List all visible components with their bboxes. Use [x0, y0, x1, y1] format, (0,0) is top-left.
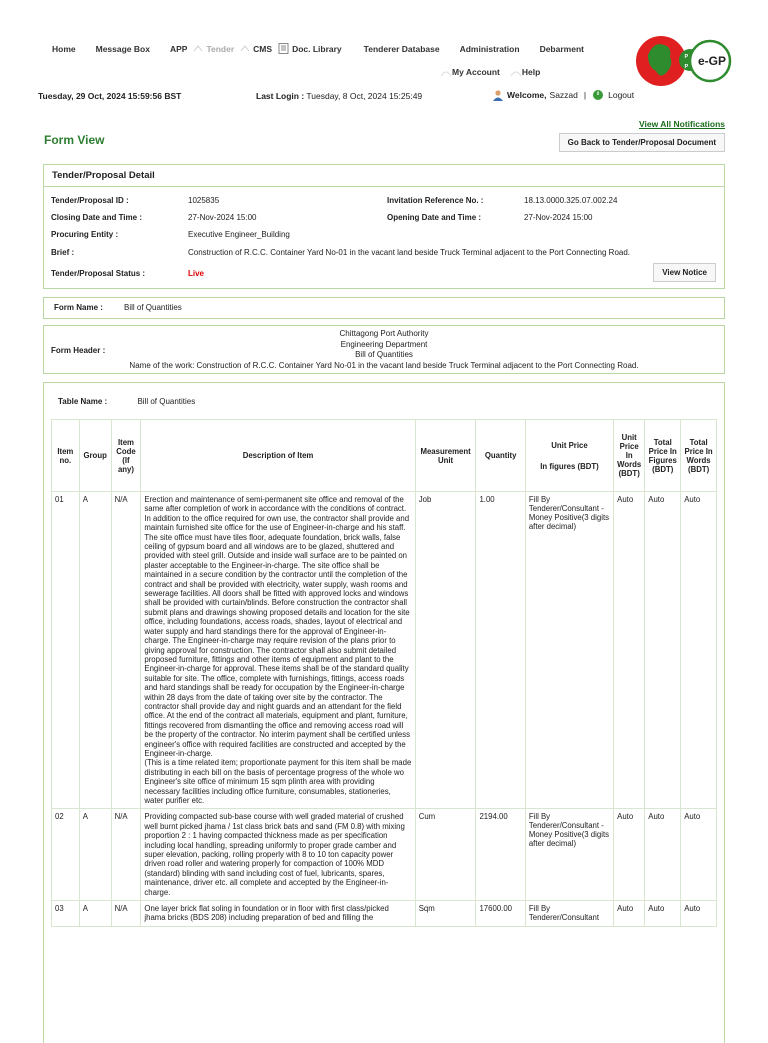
nav-cms[interactable]: [240, 44, 272, 54]
table-row: [52, 492, 717, 809]
user-name: Sazzad: [549, 90, 578, 100]
cell-unit: Cum: [415, 809, 476, 901]
form-header-label: Form Header :: [51, 346, 106, 355]
last-login-label: Last Login :: [256, 91, 305, 101]
tender-icon: [193, 44, 203, 53]
nav-app-label: APP: [169, 43, 188, 54]
cell-total-words: Auto: [681, 809, 717, 901]
table-name: [58, 397, 195, 406]
svg-text:P: P: [684, 54, 689, 60]
invitation-ref-value: 18.13.0000.325.07.002.24: [524, 196, 618, 205]
logout-label: Logout: [608, 90, 635, 100]
cell-unit-price-input[interactable]: Fill By Tenderer/Consultant - Money Positive(3 digits after decimal): [525, 492, 613, 809]
nav-tender[interactable]: [193, 44, 234, 54]
col-item-no: Item no.: [52, 420, 80, 492]
cell-item-no: 03: [52, 901, 80, 927]
cell-total-figures: Auto: [645, 901, 681, 927]
cell-description: [141, 492, 415, 809]
cell-item-code: N/A: [111, 901, 141, 927]
main-nav: [52, 43, 604, 54]
tender-detail-panel: [43, 164, 725, 289]
description-note: (This is a time related item; proportionate payment for this item shall be made distributing in each bill on the basis of percentage progress of the whole wo Engineer's site office of minimum 15 sqm plinth area with providing necessary facilities including office furniture, consumables, stationeries, water purifier etc.: [144, 758, 412, 805]
boq-panel: [43, 382, 725, 1043]
nav-tender-label: Tender: [206, 43, 235, 54]
description-text: Erection and maintenance of semi-permanent site office and removal of the same after completion of work in accordance with the conditions of contract. In addition to the office required for own use, the contractor shall provide and maintain furnished site office for the use of Engineer-in-charge and his staff. The site office must have tiles floor, adequate foundation, brick walls, false ceiling of gypsum board and all windows are to be glazed, shuttered and provided with steel grill. Outside and inside wall surface are to be painted on plaster acceptable to the Engineer-in-charge. The site office shall be maintained in a secure condition by the contractor until the completion of the contract and shall be provided with electricity, water supply, wash rooms and sewerage facilities. All doors shall be fitted with approved locks and windows shall be provided with curtain/blinds. Before construction the contractor shall submit plans and drawings showing proposed details and location for the site office, including foundations, access roads, shades, layout of electrical and water supply and hard standings there for the approval of Engineer-in-charge. The Engineer-in-charge may require revision of the plans prior to giving approval for construction. The contractor shall also submit detailed proposed furniture, fittings and other items of equipment and plant to the Engineer-in-charge for approval. These items shall be of the standard quality suitable for site. The office, complete with furnishings, fittings, access roads and hard standings shall be ready for occupation by the Engineer-in-charge within 28 days from the date of taking over site by the contractor. The contractor shall provide day and night guards and an attendant for the field office. At the end of the contract all materials, equipment and plant, furniture, fittings recovered from dismantling the office and removing access road will be the property of the contractor. No interim payment shall be certified unless engineer's office with required facilities are constructed and accepted by the Engineer-in-charge.: [144, 495, 411, 758]
last-login: [256, 91, 422, 101]
egp-logo: [634, 33, 734, 91]
go-back-button[interactable]: Go Back to Tender/Proposal Document: [559, 133, 725, 152]
status-badge: Live: [188, 269, 205, 278]
separator: |: [583, 90, 587, 100]
svg-text:B: B: [684, 44, 689, 50]
entity-value: Executive Engineer_Building: [188, 230, 290, 239]
nav-help-label: Help: [521, 67, 541, 77]
col-unit-price-figures: In figures (BDT): [540, 461, 599, 471]
form-name-panel: [43, 297, 725, 319]
form-name-value: Bill of Quantities: [124, 303, 182, 312]
cell-total-words: Auto: [681, 901, 717, 927]
boq-table: [51, 419, 717, 927]
view-notice-button[interactable]: View Notice: [653, 263, 716, 282]
nav-help[interactable]: [510, 67, 540, 77]
page-title: Form View: [44, 133, 105, 147]
cell-group: A: [79, 809, 111, 901]
col-unit: Measurement Unit: [415, 420, 476, 492]
user-icon: [492, 89, 504, 101]
current-datetime: Tuesday, 29 Oct, 2024 15:59:56 BST: [38, 91, 182, 101]
form-header-line: Engineering Department: [340, 339, 428, 349]
document-icon: [278, 43, 289, 54]
cell-unit-price-input[interactable]: Fill By Tenderer/Consultant: [525, 901, 613, 927]
form-header-line: Bill of Quantities: [355, 350, 413, 359]
form-name-label: Form Name :: [54, 303, 103, 312]
cell-total-figures: Auto: [645, 809, 681, 901]
opening-label: Opening Date and Time :: [387, 213, 482, 222]
account-icon: [440, 68, 452, 77]
cell-item-code: N/A: [111, 492, 141, 809]
cell-description: Providing compacted sub-base course with well graded material of crushed well burnt picked jhama / 1st class brick bats and sand (FM 0.8) with mixing proportion 2 : 1 having compacted thickness made as per specification including local handling, spreading uniformly to proper grade camber and super elevation, packing, rolling properly with 8 to 10 ton capacity power driven road roller and watering properly for compaction of 100% MDD (standard) blinding with sand including cost of fuel, lubricants, spares, maintenance, driver etc. all complete and accepted by the Engineer-in-charge.: [141, 809, 415, 901]
cell-quantity: 17600.00: [476, 901, 525, 927]
col-unit-price-words: Unit Price In Words (BDT): [614, 420, 645, 492]
closing-value: 27-Nov-2024 15:00: [188, 213, 257, 222]
cell-unit: Job: [415, 492, 476, 809]
col-item-code: Item Code (If any): [111, 420, 141, 492]
logout-icon: [592, 89, 604, 101]
nav-app[interactable]: [170, 44, 187, 54]
welcome-bar: [492, 89, 634, 101]
nav-tenderer-database[interactable]: Tenderer Database: [363, 43, 440, 54]
tender-id-value: 1025835: [188, 196, 220, 205]
svg-text:P: P: [684, 64, 689, 70]
nav-doc-library-label: Doc. Library: [292, 43, 342, 54]
brief-label: Brief :: [51, 248, 75, 257]
form-header-line: Chittagong Port Authority: [339, 329, 429, 338]
invitation-ref-label: Invitation Reference No. :: [387, 196, 484, 205]
nav-debarment[interactable]: Debarment: [539, 43, 584, 54]
cell-unit: Sqm: [415, 901, 476, 927]
tender-detail-header: Tender/Proposal Detail: [44, 165, 724, 187]
welcome-label: Welcome,: [507, 90, 547, 100]
closing-label: Closing Date and Time :: [51, 213, 142, 222]
col-total-figures: Total Price In Figures (BDT): [645, 420, 681, 492]
table-row: [52, 901, 717, 927]
cell-group: A: [79, 492, 111, 809]
cell-total-figures: Auto: [645, 492, 681, 809]
cell-quantity: 1.00: [476, 492, 525, 809]
cms-icon: [240, 44, 250, 53]
nav-cms-label: CMS: [253, 43, 273, 54]
svg-text:e-GP: e-GP: [698, 54, 727, 68]
nav-message-box[interactable]: Message Box: [95, 43, 150, 54]
secondary-nav: [440, 67, 550, 77]
nav-doc-library[interactable]: [278, 43, 342, 54]
col-unit-price-label: Unit Price: [551, 440, 588, 450]
cell-quantity: 2194.00: [476, 809, 525, 901]
table-row: [52, 809, 717, 901]
cell-unit-price-words: Auto: [614, 809, 645, 901]
cell-item-no: 02: [52, 809, 80, 901]
nav-my-account-label: My Account: [452, 67, 500, 77]
nav-my-account[interactable]: [440, 67, 500, 77]
form-header-text: [44, 329, 724, 371]
entity-label: Procuring Entity :: [51, 230, 119, 239]
help-icon: [510, 68, 522, 77]
table-name-value: Bill of Quantities: [137, 397, 196, 406]
cell-group: A: [79, 901, 111, 927]
brief-value: Construction of R.C.C. Container Yard No-01 in the vacant land beside Truck Terminal adjacent to the Port Connecting Road.: [188, 248, 631, 257]
form-header-panel: [43, 325, 725, 374]
col-group: Group: [79, 420, 111, 492]
cell-unit-price-words: Auto: [614, 901, 645, 927]
nav-home[interactable]: Home: [52, 43, 76, 54]
tender-id-label: Tender/Proposal ID :: [51, 196, 129, 205]
cell-description: One layer brick flat soling in foundation or in floor with first class/picked jhama bricks (BDS 208) including preparation of bed and filling the: [141, 901, 415, 927]
cell-item-code: N/A: [111, 809, 141, 901]
cell-total-words: Auto: [681, 492, 717, 809]
cell-unit-price-words: Auto: [614, 492, 645, 809]
status-label: Tender/Proposal Status :: [51, 269, 146, 278]
col-total-words: Total Price In Words (BDT): [681, 420, 717, 492]
cell-unit-price-input[interactable]: Fill By Tenderer/Consultant - Money Positive(3 digits after decimal): [525, 809, 613, 901]
col-description: Description of Item: [141, 420, 415, 492]
opening-value: 27-Nov-2024 15:00: [524, 213, 593, 222]
table-name-label: Table Name :: [58, 397, 108, 406]
col-quantity: Quantity: [476, 420, 525, 492]
logout-link[interactable]: [592, 89, 634, 101]
col-unit-price: [525, 420, 613, 492]
nav-administration[interactable]: Administration: [459, 43, 520, 54]
view-all-notifications-link[interactable]: View All Notifications: [639, 119, 725, 129]
form-header-line: Name of the work: Construction of R.C.C. Container Yard No-01 in the vacant land beside Truck Terminal adjacent to the Port Connecting Road.: [129, 360, 639, 370]
cell-item-no: 01: [52, 492, 80, 809]
svg-text:A: A: [684, 74, 689, 80]
last-login-value: Tuesday, 8 Oct, 2024 15:25:49: [306, 91, 423, 101]
